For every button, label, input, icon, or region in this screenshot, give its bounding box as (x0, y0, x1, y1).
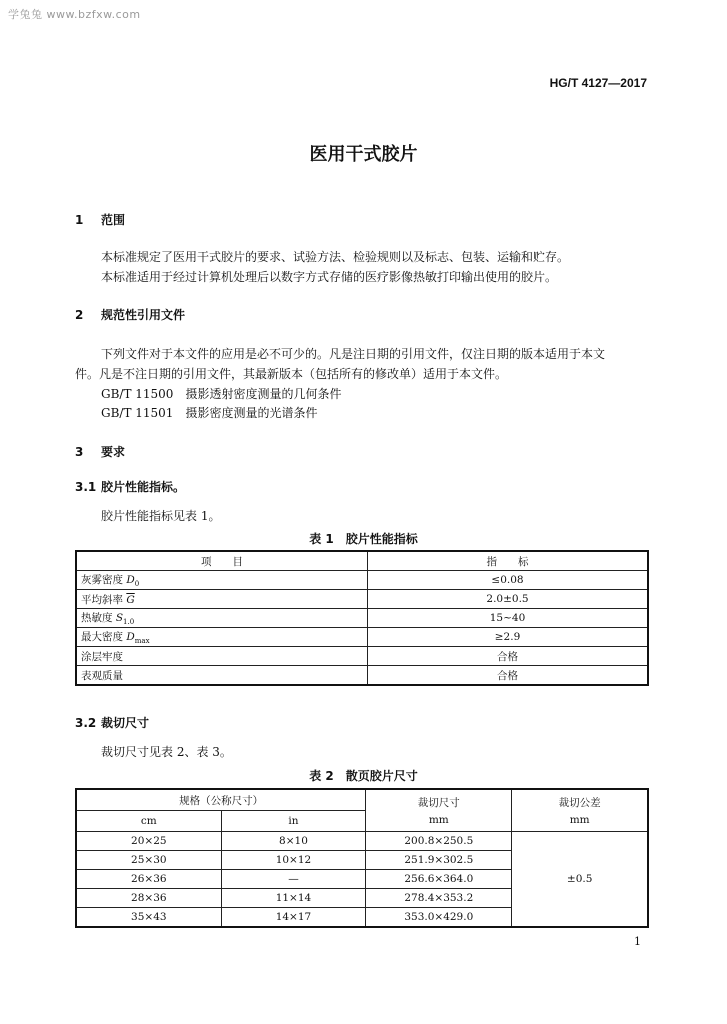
paragraph: 裁切尺寸见表 2、表 3。 (101, 745, 232, 759)
table-row (76, 571, 648, 590)
header-cell: in (221, 811, 366, 832)
section-number: 2 (75, 308, 84, 322)
value-cell: ≥2.9 (368, 628, 649, 647)
item-cell: 表观质量 (76, 666, 368, 686)
cm-cell: 35×43 (76, 908, 221, 928)
table-row (76, 832, 648, 851)
value-cell: 15~40 (368, 609, 649, 628)
mm-cell: 251.9×302.5 (366, 851, 512, 870)
value-cell: 2.0±0.5 (368, 590, 649, 609)
table-row (76, 666, 648, 686)
tolerance-cell: ±0.5 (512, 832, 648, 928)
reference-name: 摄影透射密度测量的几何条件 (185, 387, 342, 401)
mm-cell: 200.8×250.5 (366, 832, 512, 851)
subsection-title: 裁切尺寸 (101, 716, 150, 730)
header-cell: 指 标 (368, 551, 649, 571)
table-row (76, 609, 648, 628)
table-header-row (76, 551, 648, 571)
item-cell: 灰雾密度 $D_0$ (76, 571, 368, 590)
section-number: 3 (75, 445, 84, 459)
reference-item (101, 385, 341, 402)
in-cell: 10×12 (221, 851, 366, 870)
in-cell: 14×17 (221, 908, 366, 928)
table-2 (75, 788, 649, 928)
paragraph: 件。凡是不注日期的引用文件，其最新版本（包括所有的修改单）适用于本文件。 (75, 367, 508, 381)
reference-name: 摄影密度测量的光谱条件 (185, 406, 318, 420)
header-cell: cm (76, 811, 221, 832)
value-cell: 合格 (368, 666, 649, 686)
cm-cell: 26×36 (76, 870, 221, 889)
in-cell: 8×10 (221, 832, 366, 851)
mm-cell: 256.6×364.0 (366, 870, 512, 889)
header-cell: 项 目 (76, 551, 368, 571)
reference-code: GB/T 11501 (101, 406, 174, 420)
section-title: 规范性引用文件 (101, 308, 186, 322)
value-cell: 合格 (368, 647, 649, 666)
table-header-row (76, 789, 648, 811)
mm-cell: 353.0×429.0 (366, 908, 512, 928)
in-cell: 11×14 (221, 889, 366, 908)
reference-code: GB/T 11500 (101, 387, 174, 401)
cm-cell: 20×25 (76, 832, 221, 851)
page-title: 医用干式胶片 (309, 144, 418, 165)
cm-cell: 25×30 (76, 851, 221, 870)
in-cell: — (221, 870, 366, 889)
section-title: 范围 (101, 213, 126, 227)
value-cell: ≤0.08 (368, 571, 649, 590)
section-2-heading (75, 306, 185, 323)
item-cell: 平均斜率 $\overline{G}$ (76, 590, 368, 609)
item-cell: 涂层牢度 (76, 647, 368, 666)
paragraph: 胶片性能指标见表 1。 (101, 509, 221, 523)
subsection-3-2-heading (75, 714, 149, 731)
section-3-heading (75, 443, 125, 460)
table-1 (75, 550, 649, 686)
watermark: 学兔兔 www.bzfxw.com (8, 8, 141, 21)
subsection-number: 3.2 (75, 716, 97, 730)
header-cell: 规格（公称尺寸） (76, 789, 366, 811)
paragraph: 本标准规定了医用干式胶片的要求、试验方法、检验规则以及标志、包装、运输和贮存。 (101, 250, 570, 264)
subsection-3-1-heading (75, 478, 185, 495)
header-label: 裁切尺寸 (417, 797, 460, 809)
header-label: 裁切公差 (558, 797, 601, 809)
table-1-caption: 表 1 胶片性能指标 (309, 532, 418, 546)
header-unit: mm (569, 814, 590, 826)
item-cell: 最大密度 $D_{max}$ (76, 628, 368, 647)
subsection-number: 3.1 (75, 480, 97, 494)
subsection-title: 胶片性能指标。 (101, 480, 186, 494)
page-number: 1 (634, 935, 641, 948)
table-row (76, 647, 648, 666)
standard-number: HG/T 4127—2017 (549, 76, 647, 90)
table-2-caption: 表 2 散页胶片尺寸 (309, 769, 418, 783)
item-cell: 热敏度 $S_{1.0}$ (76, 609, 368, 628)
header-cell (366, 789, 512, 832)
mm-cell: 278.4×353.2 (366, 889, 512, 908)
paragraph: 下列文件对于本文件的应用是必不可少的。凡是注日期的引用文件，仅注日期的版本适用于本文 (101, 347, 606, 361)
header-unit: mm (428, 814, 449, 826)
section-number: 1 (75, 213, 84, 227)
table-row (76, 590, 648, 609)
reference-item (101, 404, 317, 421)
paragraph: 本标准适用于经过计算机处理后以数字方式存储的医疗影像热敏打印输出使用的胶片。 (101, 270, 558, 284)
section-title: 要求 (101, 445, 126, 459)
header-cell (512, 789, 648, 832)
section-1-heading (75, 211, 125, 228)
cm-cell: 28×36 (76, 889, 221, 908)
table-row (76, 628, 648, 647)
